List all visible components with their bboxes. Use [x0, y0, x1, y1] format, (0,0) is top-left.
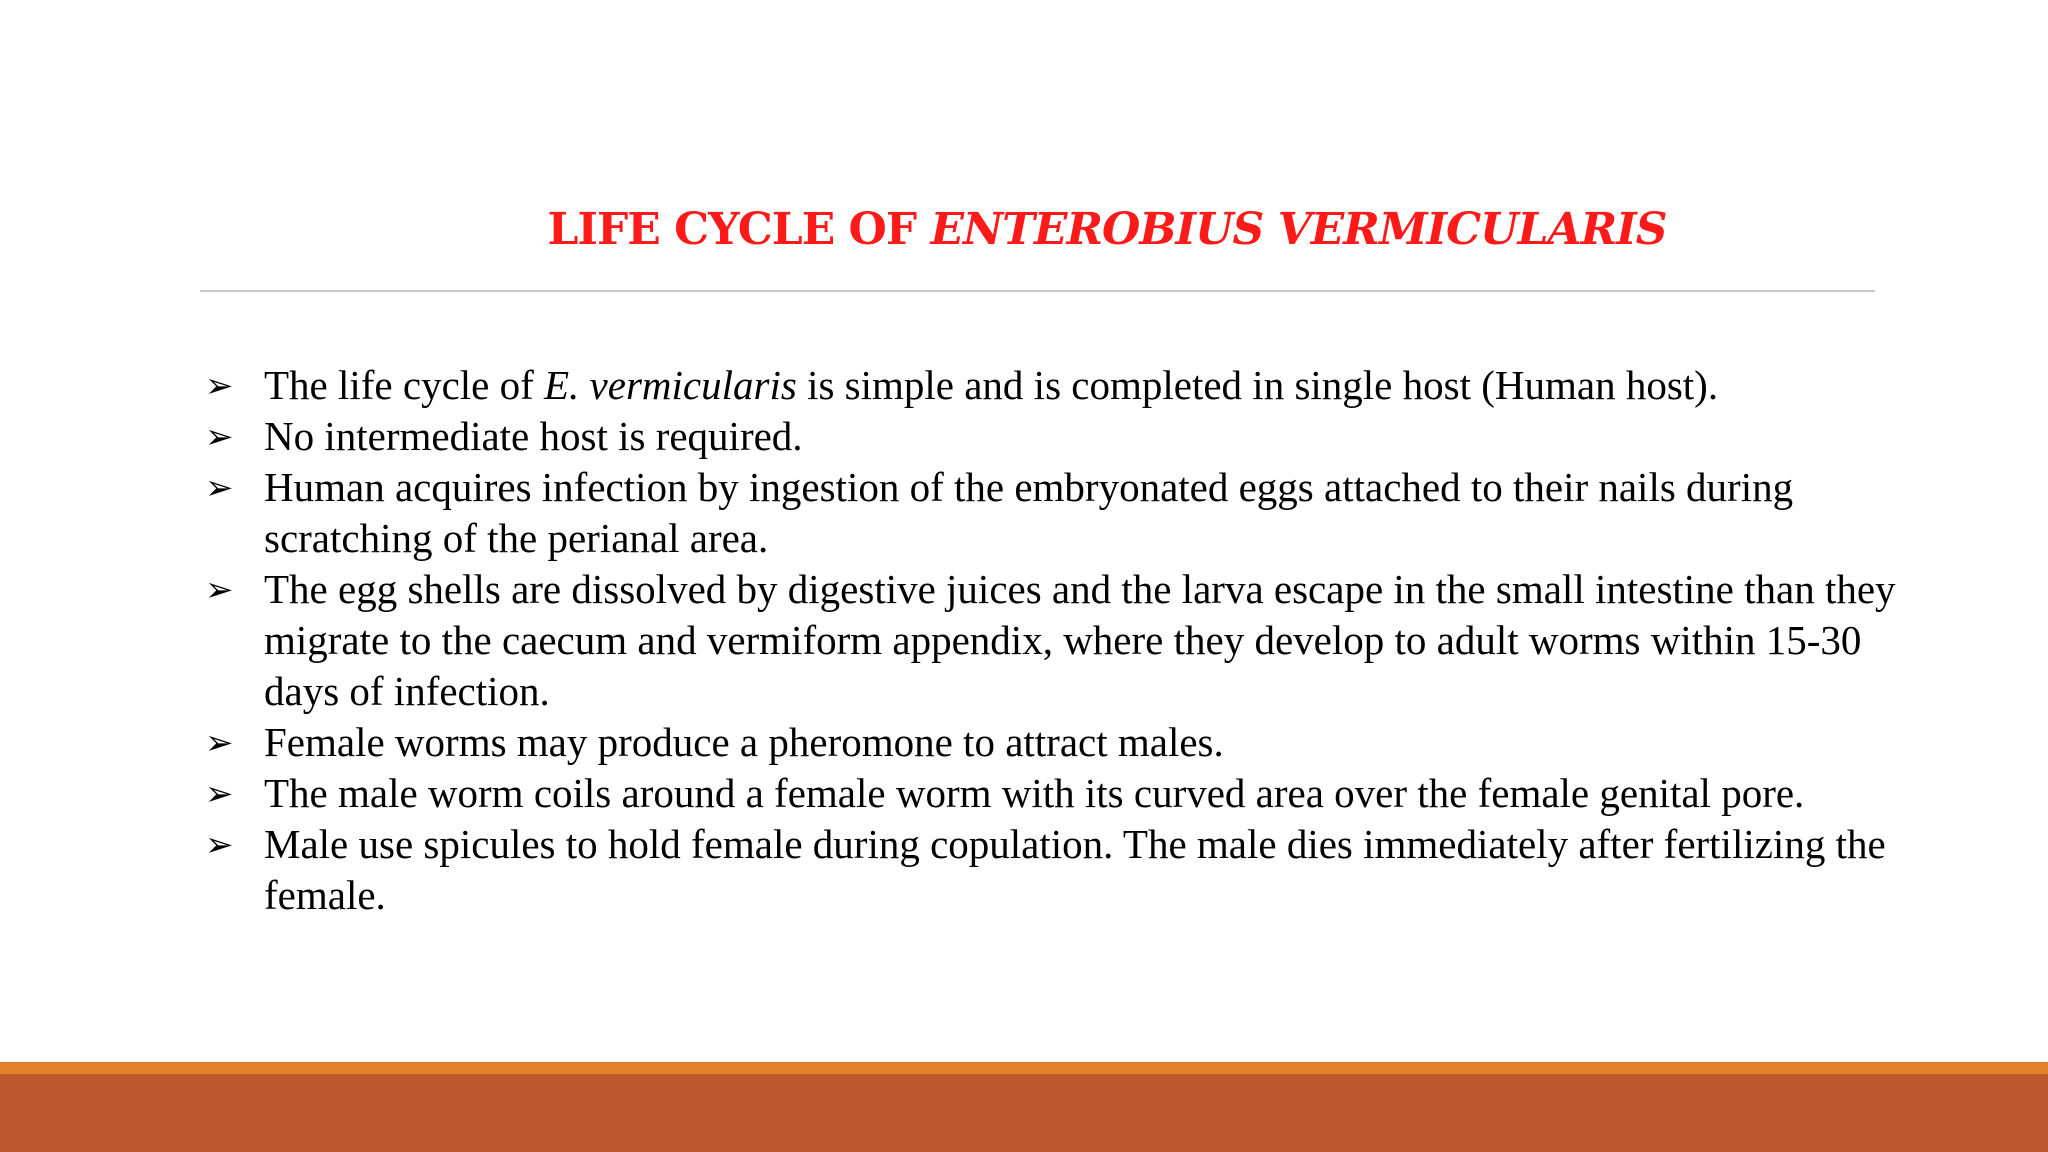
bullet-text: Male use spicules to hold female during copulation. The male dies immediately after fertilizing the female.	[264, 821, 1886, 918]
title-prefix: LIFE CYCLE OF	[547, 204, 931, 255]
bullet-text: The life cycle of	[264, 362, 545, 408]
bullet-text: No intermediate host is required.	[264, 413, 803, 459]
bullet-list	[205, 360, 1905, 921]
bullet-item	[205, 819, 1905, 921]
arrowhead-bullet-icon: ➢	[205, 774, 234, 814]
bullet-item	[205, 564, 1905, 717]
bullet-item	[205, 360, 1905, 411]
bullet-item	[205, 462, 1905, 564]
slide-title	[200, 204, 2014, 255]
bullet-item	[205, 411, 1905, 462]
bullet-item	[205, 717, 1905, 768]
arrowhead-bullet-icon: ➢	[205, 723, 234, 763]
bullet-item	[205, 768, 1905, 819]
footer-band	[0, 1074, 2048, 1152]
bullet-text: is simple and is completed in single host (Human host).	[796, 362, 1719, 408]
bullet-text: Female worms may produce a pheromone to attract males.	[264, 719, 1224, 765]
footer-accent-band	[0, 1062, 2048, 1074]
arrowhead-bullet-icon: ➢	[205, 417, 234, 457]
bullet-text: Human acquires infection by ingestion of the embryonated eggs attached to their nails during scratching of the perianal area.	[264, 464, 1794, 561]
bullet-text: The egg shells are dissolved by digestive juices and the larva escape in the small intestine than they migrate to the caecum and vermiform appendix, where they develop to adult worms within 15-30 days of infection.	[264, 566, 1896, 714]
arrowhead-bullet-icon: ➢	[205, 366, 234, 406]
arrowhead-bullet-icon: ➢	[205, 468, 234, 508]
species-name: E. vermicularis	[544, 362, 797, 408]
arrowhead-bullet-icon: ➢	[205, 825, 234, 865]
title-species: ENTEROBIUS VERMICULARIS	[930, 204, 1667, 255]
bullet-text: The male worm coils around a female worm with its curved area over the female genital pore.	[264, 770, 1805, 816]
title-divider	[200, 290, 1875, 292]
arrowhead-bullet-icon: ➢	[205, 570, 234, 610]
